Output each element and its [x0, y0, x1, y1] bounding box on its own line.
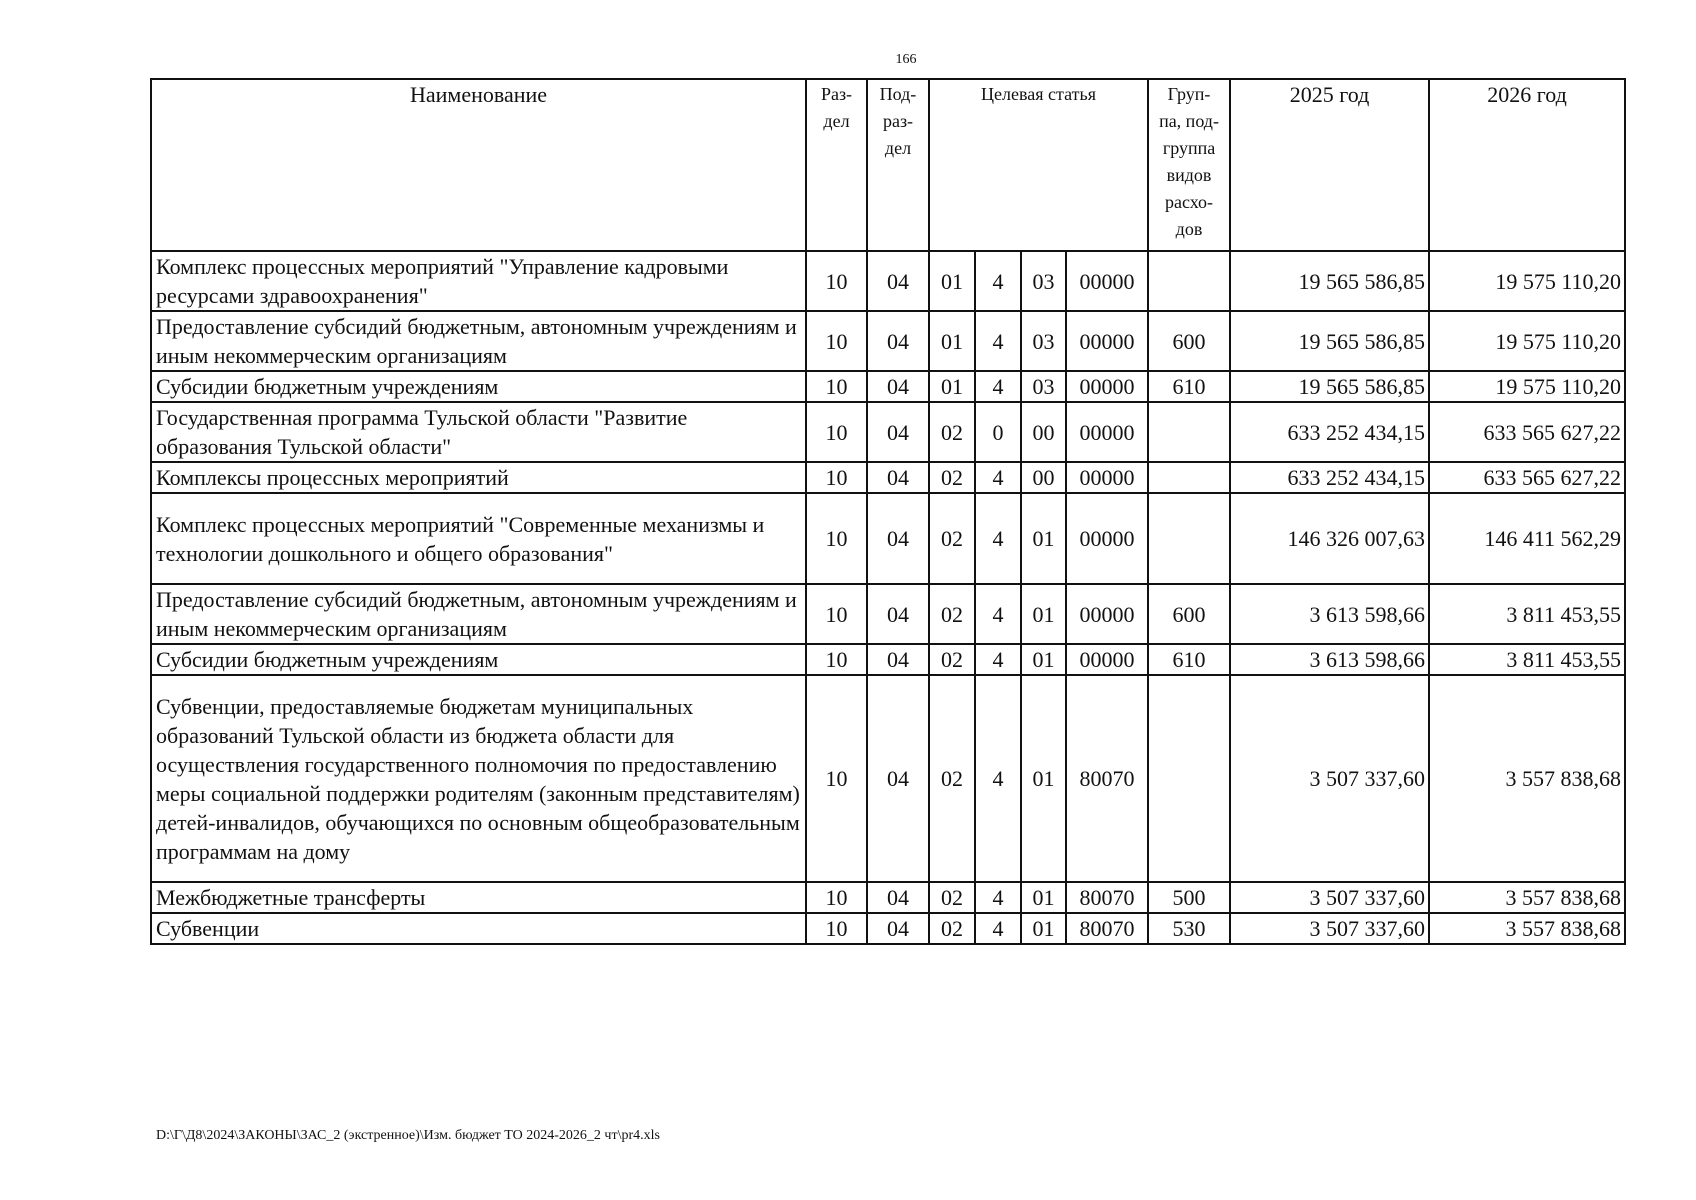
table-row [151, 584, 1625, 644]
cell-vid-rashodov [1148, 493, 1230, 584]
cell-razdel: 10 [806, 493, 867, 584]
cell-vid-rashodov [1148, 462, 1230, 493]
cell-tselevaya-sub: 01 [1021, 882, 1066, 913]
cell-vid-rashodov [1148, 251, 1230, 311]
cell-tselevaya-program: 01 [929, 311, 975, 371]
cell-razdel: 10 [806, 402, 867, 462]
cell-tselevaya-sub: 01 [1021, 493, 1066, 584]
cell-tselevaya-program: 02 [929, 913, 975, 944]
cell-tselevaya-program: 02 [929, 493, 975, 584]
cell-razdel: 10 [806, 462, 867, 493]
cell-amount-2026: 19 575 110,20 [1429, 251, 1625, 311]
table-row [151, 462, 1625, 493]
cell-razdel: 10 [806, 644, 867, 675]
cell-amount-2025: 633 252 434,15 [1230, 462, 1429, 493]
cell-vid-rashodov: 530 [1148, 913, 1230, 944]
cell-tselevaya-direction: 00000 [1066, 311, 1148, 371]
cell-tselevaya-sub: 03 [1021, 251, 1066, 311]
cell-tselevaya-program: 02 [929, 882, 975, 913]
table-row [151, 371, 1625, 402]
cell-tselevaya-program: 02 [929, 675, 975, 882]
cell-amount-2026: 19 575 110,20 [1429, 371, 1625, 402]
header-2025: 2025 год [1230, 79, 1429, 251]
cell-podrazdel: 04 [867, 882, 929, 913]
header-razdel [806, 79, 867, 251]
cell-amount-2026: 3 557 838,68 [1429, 913, 1625, 944]
cell-podrazdel: 04 [867, 644, 929, 675]
cell-tselevaya-type: 4 [975, 644, 1021, 675]
cell-podrazdel: 04 [867, 584, 929, 644]
cell-vid-rashodov: 610 [1148, 644, 1230, 675]
cell-tselevaya-sub: 01 [1021, 584, 1066, 644]
cell-tselevaya-direction: 00000 [1066, 644, 1148, 675]
cell-razdel: 10 [806, 311, 867, 371]
cell-tselevaya-program: 01 [929, 371, 975, 402]
cell-amount-2025: 3 613 598,66 [1230, 644, 1429, 675]
cell-tselevaya-program: 01 [929, 251, 975, 311]
cell-amount-2026: 146 411 562,29 [1429, 493, 1625, 584]
cell-name: Субсидии бюджетным учреждениям [151, 644, 806, 675]
cell-tselevaya-sub: 00 [1021, 402, 1066, 462]
cell-tselevaya-sub: 03 [1021, 371, 1066, 402]
header-gruppa-text: Груп- па, под- группа видов расхо- дов [1159, 84, 1219, 239]
cell-vid-rashodov [1148, 402, 1230, 462]
cell-tselevaya-sub: 03 [1021, 311, 1066, 371]
header-podrazdel-text: Под- раз- дел [879, 84, 917, 158]
cell-vid-rashodov: 600 [1148, 584, 1230, 644]
cell-vid-rashodov: 500 [1148, 882, 1230, 913]
cell-amount-2025: 19 565 586,85 [1230, 311, 1429, 371]
cell-name: Предоставление субсидий бюджетным, автономным учреждениям и иным некоммерческим организациям [151, 584, 806, 644]
cell-podrazdel: 04 [867, 251, 929, 311]
cell-amount-2025: 19 565 586,85 [1230, 371, 1429, 402]
cell-tselevaya-sub: 01 [1021, 913, 1066, 944]
cell-podrazdel: 04 [867, 462, 929, 493]
header-podrazdel [867, 79, 929, 251]
cell-tselevaya-type: 4 [975, 913, 1021, 944]
cell-tselevaya-program: 02 [929, 462, 975, 493]
cell-tselevaya-type: 4 [975, 584, 1021, 644]
cell-tselevaya-sub: 01 [1021, 675, 1066, 882]
cell-name: Субсидии бюджетным учреждениям [151, 371, 806, 402]
cell-amount-2025: 3 507 337,60 [1230, 675, 1429, 882]
cell-tselevaya-program: 02 [929, 584, 975, 644]
cell-amount-2026: 633 565 627,22 [1429, 462, 1625, 493]
cell-tselevaya-type: 4 [975, 882, 1021, 913]
cell-podrazdel: 04 [867, 913, 929, 944]
cell-name: Межбюджетные трансферты [151, 882, 806, 913]
cell-podrazdel: 04 [867, 402, 929, 462]
table-row [151, 913, 1625, 944]
cell-name: Предоставление субсидий бюджетным, автономным учреждениям и иным некоммерческим организациям [151, 311, 806, 371]
cell-razdel: 10 [806, 584, 867, 644]
cell-tselevaya-direction: 80070 [1066, 913, 1148, 944]
cell-amount-2025: 19 565 586,85 [1230, 251, 1429, 311]
cell-amount-2026: 19 575 110,20 [1429, 311, 1625, 371]
cell-razdel: 10 [806, 371, 867, 402]
cell-tselevaya-program: 02 [929, 644, 975, 675]
cell-tselevaya-direction: 80070 [1066, 882, 1148, 913]
cell-amount-2026: 3 557 838,68 [1429, 882, 1625, 913]
table-row [151, 251, 1625, 311]
header-razdel-text: Раз- дел [820, 84, 853, 131]
cell-tselevaya-type: 4 [975, 251, 1021, 311]
cell-tselevaya-sub: 01 [1021, 644, 1066, 675]
cell-amount-2025: 3 507 337,60 [1230, 913, 1429, 944]
cell-tselevaya-direction: 00000 [1066, 251, 1148, 311]
cell-tselevaya-direction: 00000 [1066, 402, 1148, 462]
cell-amount-2026: 3 557 838,68 [1429, 675, 1625, 882]
table-row [151, 644, 1625, 675]
cell-tselevaya-type: 4 [975, 462, 1021, 493]
header-row [151, 79, 1625, 251]
table-row [151, 311, 1625, 371]
cell-tselevaya-direction: 80070 [1066, 675, 1148, 882]
cell-razdel: 10 [806, 675, 867, 882]
cell-tselevaya-program: 02 [929, 402, 975, 462]
page-number: 166 [895, 52, 917, 67]
cell-tselevaya-type: 4 [975, 675, 1021, 882]
footer-file-path: D:\Г\Д8\2024\ЗАКОНЫ\ЗАС_2 (экстренное)\Изм. бюджет ТО 2024-2026_2 чт\pr4.xls [156, 1128, 660, 1143]
header-2026: 2026 год [1429, 79, 1625, 251]
cell-amount-2025: 3 613 598,66 [1230, 584, 1429, 644]
cell-razdel: 10 [806, 882, 867, 913]
cell-tselevaya-type: 4 [975, 493, 1021, 584]
cell-name: Комплекс процессных мероприятий "Современные механизмы и технологии дошкольного и общего образования" [151, 493, 806, 584]
header-tselevaya-statya: Целевая статья [929, 79, 1148, 251]
cell-name: Государственная программа Тульской области "Развитие образования Тульской области" [151, 402, 806, 462]
cell-tselevaya-direction: 00000 [1066, 584, 1148, 644]
cell-razdel: 10 [806, 913, 867, 944]
cell-podrazdel: 04 [867, 675, 929, 882]
table-body [151, 251, 1625, 944]
cell-podrazdel: 04 [867, 311, 929, 371]
cell-podrazdel: 04 [867, 493, 929, 584]
table-row [151, 402, 1625, 462]
cell-name: Комплексы процессных мероприятий [151, 462, 806, 493]
budget-table [150, 78, 1626, 945]
cell-vid-rashodov: 600 [1148, 311, 1230, 371]
cell-vid-rashodov: 610 [1148, 371, 1230, 402]
cell-razdel: 10 [806, 251, 867, 311]
cell-tselevaya-type: 4 [975, 311, 1021, 371]
cell-tselevaya-type: 0 [975, 402, 1021, 462]
table-row [151, 493, 1625, 584]
header-name: Наименование [151, 79, 806, 251]
table-row [151, 882, 1625, 913]
cell-podrazdel: 04 [867, 371, 929, 402]
cell-tselevaya-type: 4 [975, 371, 1021, 402]
cell-amount-2025: 633 252 434,15 [1230, 402, 1429, 462]
cell-amount-2026: 3 811 453,55 [1429, 584, 1625, 644]
cell-tselevaya-sub: 00 [1021, 462, 1066, 493]
cell-tselevaya-direction: 00000 [1066, 371, 1148, 402]
table-row [151, 675, 1625, 882]
cell-name: Комплекс процессных мероприятий "Управление кадровыми ресурсами здравоохранения" [151, 251, 806, 311]
cell-amount-2025: 146 326 007,63 [1230, 493, 1429, 584]
cell-vid-rashodov [1148, 675, 1230, 882]
cell-tselevaya-direction: 00000 [1066, 493, 1148, 584]
header-gruppa [1148, 79, 1230, 251]
cell-name: Субвенции [151, 913, 806, 944]
cell-amount-2025: 3 507 337,60 [1230, 882, 1429, 913]
cell-name: Субвенции, предоставляемые бюджетам муниципальных образований Тульской области из бюджета области для осуществления государственного полномочия по предоставлению меры социальной поддержки родителям (законным представителям) детей-инвалидов, обучающихся по основным общеобразовательным программам на дому [151, 675, 806, 882]
cell-tselevaya-direction: 00000 [1066, 462, 1148, 493]
cell-amount-2026: 633 565 627,22 [1429, 402, 1625, 462]
cell-amount-2026: 3 811 453,55 [1429, 644, 1625, 675]
